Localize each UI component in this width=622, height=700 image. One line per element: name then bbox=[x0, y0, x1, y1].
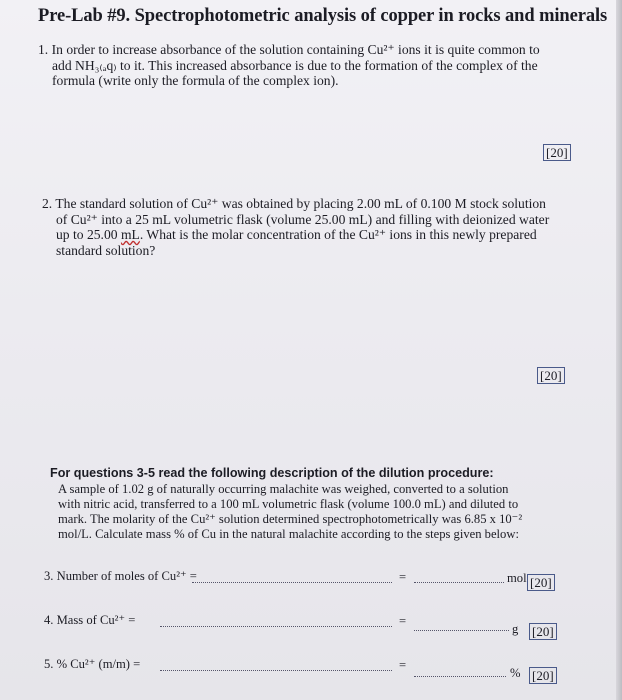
dilution-line: with nitric acid, transferred to a 100 mL volumetric flask (volume 100.0 mL) and diluted to bbox=[58, 497, 519, 511]
question-2-line bbox=[42, 227, 549, 243]
question-2-points: [20] bbox=[537, 367, 565, 384]
unit-label: g bbox=[512, 622, 519, 636]
question-1-points: [20] bbox=[543, 144, 571, 161]
question-2-line: 2. The standard solution of Cu²⁺ was obtained by placing 2.00 mL of 0.100 M stock solution bbox=[42, 196, 546, 211]
answer-blank[interactable] bbox=[414, 630, 509, 631]
equals-sign: = bbox=[399, 570, 407, 584]
answer-blank[interactable] bbox=[160, 670, 392, 671]
question-4-label: 4. Mass of Cu²⁺ = bbox=[44, 613, 136, 627]
question-5-label: 5. % Cu²⁺ (m/m) = bbox=[44, 657, 141, 671]
answer-blank[interactable] bbox=[414, 676, 506, 677]
spellcheck-word: mL bbox=[120, 227, 140, 242]
question-2-text: . What is the molar concentration of the Cu²⁺ ions in this newly prepared bbox=[139, 227, 537, 242]
unit-label: % bbox=[510, 666, 521, 680]
question-2-text: up to 25.00 bbox=[56, 227, 121, 242]
question-2 bbox=[42, 196, 549, 258]
question-3-label: 3. Number of moles of Cu²⁺ = bbox=[44, 569, 197, 583]
answer-blank[interactable] bbox=[192, 582, 392, 583]
dilution-heading: For questions 3-5 read the following description of the dilution procedure: bbox=[50, 466, 494, 480]
question-3-points: [20] bbox=[527, 574, 555, 591]
page-edge bbox=[616, 0, 622, 700]
dilution-description bbox=[58, 482, 522, 542]
question-1 bbox=[38, 42, 540, 89]
question-1-line: 1. In order to increase absorbance of the solution containing Cu²⁺ ions it is quite common to bbox=[38, 42, 540, 57]
answer-blank[interactable] bbox=[160, 626, 392, 627]
dilution-line: mol/L. Calculate mass % of Cu in the natural malachite according to the steps given below: bbox=[58, 527, 519, 541]
question-4-points: [20] bbox=[529, 623, 557, 640]
question-1-line: add NH₃₍ₐq₎ to it. This increased absorbance is due to the formation of the complex of the bbox=[52, 57, 538, 73]
question-1-line: formula (write only the formula of the complex ion). bbox=[52, 73, 339, 88]
unit-label: mol bbox=[507, 571, 527, 585]
question-2-line: standard solution? bbox=[56, 242, 156, 258]
page-title: Pre-Lab #9. Spectrophotometric analysis of copper in rocks and minerals bbox=[38, 6, 608, 26]
equals-sign: = bbox=[399, 614, 407, 628]
dilution-line: mark. The molarity of the Cu²⁺ solution determined spectrophotometrically was 6.85 x 10⁻² bbox=[58, 512, 523, 526]
answer-blank[interactable] bbox=[414, 582, 504, 583]
question-5-points: [20] bbox=[529, 667, 557, 684]
equals-sign: = bbox=[399, 658, 407, 672]
question-2-line: of Cu²⁺ into a 25 mL volumetric flask (volume 25.00 mL) and filling with deionized water bbox=[56, 211, 550, 227]
dilution-line: A sample of 1.02 g of naturally occurring malachite was weighed, converted to a solution bbox=[58, 482, 509, 496]
